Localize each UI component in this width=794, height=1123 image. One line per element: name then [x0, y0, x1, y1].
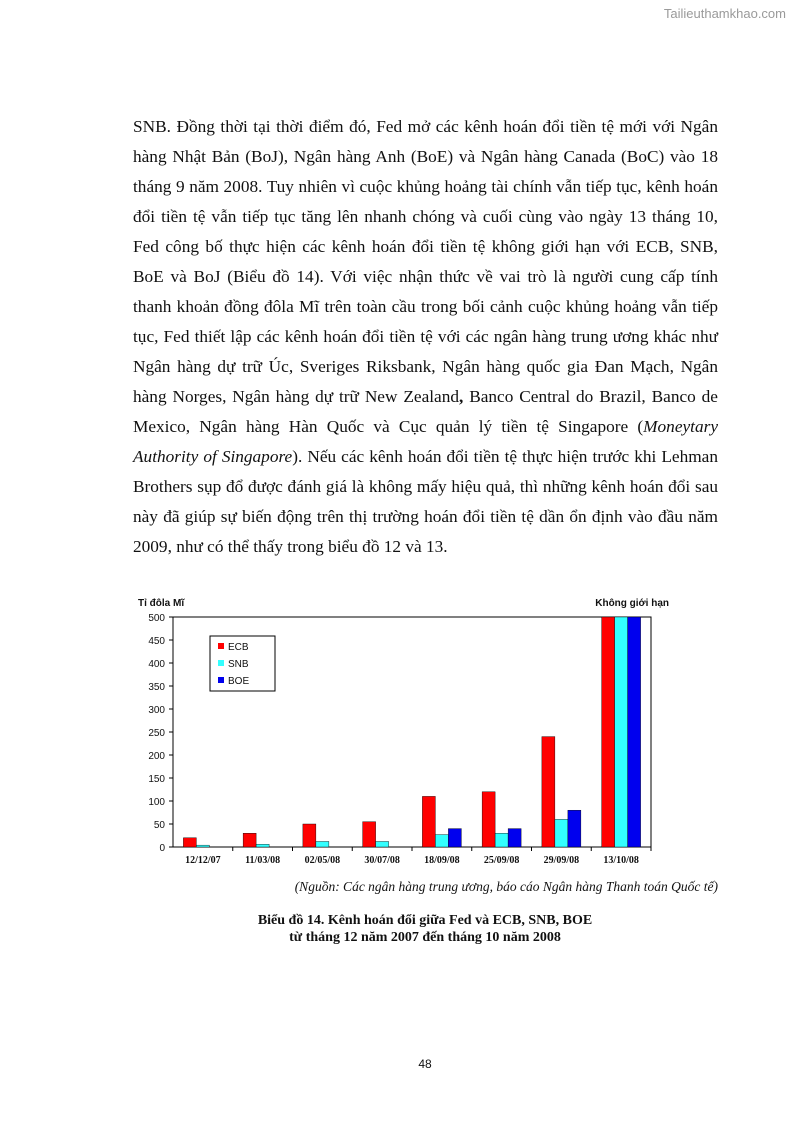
legend-label-snb: SNB — [228, 659, 249, 670]
paragraph-part1: SNB. Đồng thời tại thời điểm đó, Fed mở các kênh hoán đổi tiền tệ mới với Ngân hàng Nhật Bản (BoJ), Ngân hàng Anh (BoE) và Ngân hàng Canada (BoC) vào 18 tháng 9 năm 2008. Tuy nhiên vì cuộc khủng hoảng tài chính vẫn tiếp tục, kênh hoán đổi tiền tệ vẫn tiếp tục tăng lên nhanh chóng và cuối cùng vào ngày 13 tháng 10, Fed công bố thực hiện các kênh hoán đổi tiền tệ không giới hạn với ECB, SNB, BoE và BoJ (Biểu đồ 14). Với việc nhận thức về vai trò là người cung cấp tính thanh khoản đồng đôla Mĩ trên toàn cầu trong bối cảnh cuộc khủng hoảng vẫn tiếp tục, Fed thiết lập các kênh hoán đổi tiền tệ với các ngân hàng trung ương khác như Ngân hàng dự trữ Úc, Sveriges Riksbank, Ngân hàng quốc gia Đan Mạch, Ngân hàng Norges, Ngân hàng dự trữ New Zealand — [133, 117, 718, 406]
y-tick-label: 150 — [148, 774, 165, 785]
bar-ecb — [363, 822, 376, 847]
y-tick-label: 350 — [148, 682, 165, 693]
bar-snb — [615, 617, 628, 847]
bar-snb — [256, 844, 269, 847]
bar-ecb — [183, 838, 196, 847]
chart-svg — [130, 595, 670, 870]
paragraph-bold-comma: , — [459, 387, 464, 406]
bar-boe — [508, 829, 521, 847]
page-number: 48 — [418, 1057, 432, 1071]
bar-boe — [628, 617, 641, 847]
bar-snb — [316, 841, 329, 847]
y-tick-label: 300 — [148, 705, 165, 716]
swap-lines-chart — [130, 595, 670, 870]
bar-ecb — [542, 737, 555, 847]
source-note: (Nguồn: Các ngân hàng trung ương, báo cáo Ngân hàng Thanh toán Quốc tế) — [294, 879, 718, 894]
x-tick-label: 02/05/08 — [304, 855, 341, 866]
y-tick-label: 450 — [148, 636, 165, 647]
bar-ecb — [303, 824, 316, 847]
bar-ecb — [422, 796, 435, 847]
y-axis-unit-label: Tỉ đôla Mĩ — [138, 598, 185, 609]
x-tick-label: 11/03/08 — [245, 855, 281, 866]
bar-boe — [568, 810, 581, 847]
legend-swatch-snb — [218, 660, 224, 666]
y-tick-label: 100 — [148, 797, 165, 808]
bar-snb — [495, 833, 508, 847]
body-paragraph — [133, 112, 718, 562]
x-tick-label: 18/09/08 — [424, 855, 460, 866]
paragraph-italic: Moneytary Authority of Singapore — [133, 417, 718, 466]
bar-ecb — [243, 833, 256, 847]
y-tick-label: 0 — [159, 843, 165, 854]
bar-ecb — [602, 617, 615, 847]
y-tick-label: 200 — [148, 751, 165, 762]
caption-line-2: từ tháng 12 năm 2007 đến tháng 10 năm 2008 — [289, 930, 561, 945]
caption-line-1: Biểu đồ 14. Kênh hoán đổi giữa Fed và ECB, SNB, BOE — [257, 913, 593, 928]
bar-boe — [448, 829, 461, 847]
legend-label-ecb: ECB — [228, 642, 249, 653]
bar-ecb — [482, 792, 495, 847]
x-tick-label: 30/07/08 — [364, 855, 400, 866]
bar-snb — [376, 841, 389, 847]
y-tick-label: 500 — [148, 613, 165, 624]
x-tick-label: 12/12/07 — [185, 855, 221, 866]
legend-label-boe: BOE — [228, 676, 250, 687]
y-tick-label: 400 — [148, 659, 165, 670]
figure-caption — [200, 912, 650, 946]
legend-swatch-boe — [218, 677, 224, 683]
legend-swatch-ecb — [218, 643, 224, 649]
bar-snb — [196, 845, 209, 847]
x-tick-label: 29/09/08 — [543, 855, 580, 866]
x-tick-label: 25/09/08 — [483, 855, 520, 866]
bar-snb — [435, 835, 448, 847]
paragraph-part2: Banco Central do Brazil, Banco de Mexico, Ngân hàng Hàn Quốc và Cục quản lý tiền tệ Singapore ( — [133, 387, 718, 436]
unlimited-annotation: Không giới hạn — [595, 598, 669, 609]
x-tick-label: 13/10/08 — [603, 855, 639, 866]
bar-snb — [555, 819, 568, 847]
y-tick-label: 250 — [148, 728, 165, 739]
y-tick-label: 50 — [153, 820, 165, 831]
paragraph-part3: ). Nếu các kênh hoán đổi tiền tệ thực hiện trước khi Lehman Brothers sụp đổ được đánh giá là không mấy hiệu quả, thì những kênh hoán đổi sau này đã giúp sự biến động trên thị trường hoán đổi tiền tệ dần ổn định vào đầu năm 2009, như có thể thấy trong biểu đồ 12 và 13. — [133, 447, 718, 556]
watermark: Tailieuthamkhao.com — [663, 6, 786, 21]
